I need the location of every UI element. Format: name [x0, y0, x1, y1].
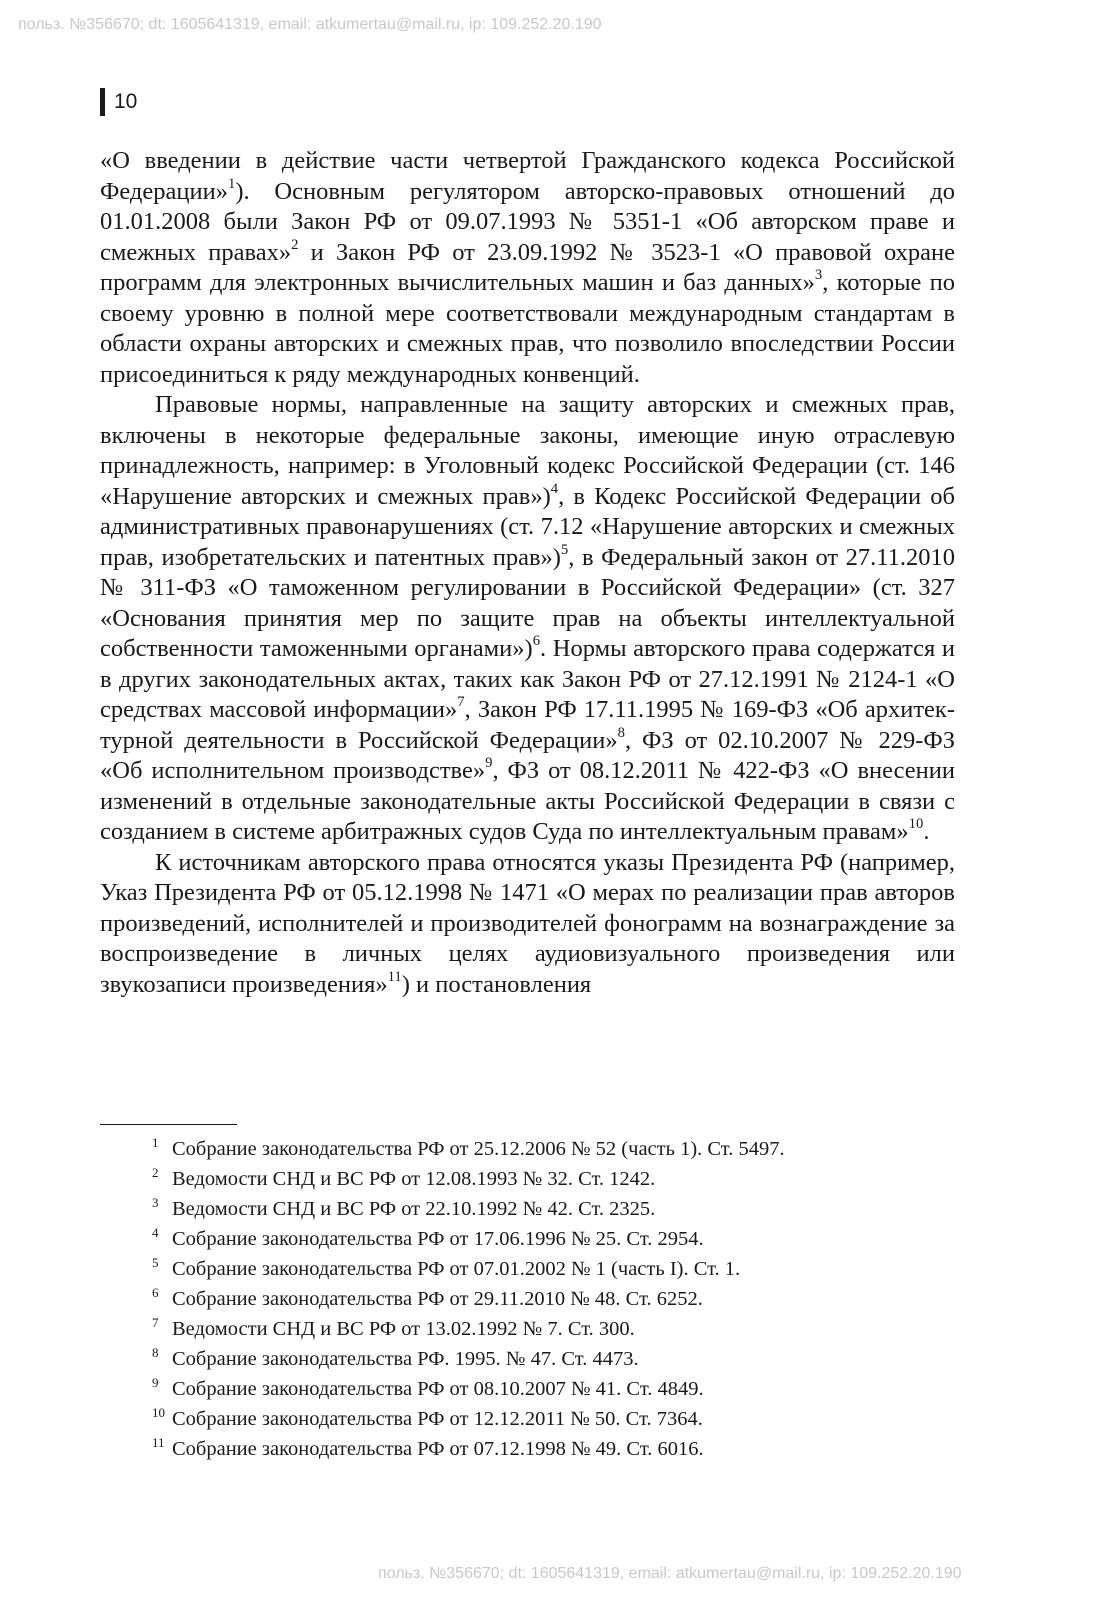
footnote-text: Собрание законодательства РФ от 12.12.2011 № 50. Ст. 7364. [172, 1408, 703, 1430]
footnote-ref[interactable]: 3 [814, 266, 823, 283]
footnote-item: 1 Собрание законодательства РФ от 25.12.2006 № 52 (часть 1). Ст. 5497. [152, 1135, 785, 1160]
footnote-item: 8 Собрание законодательства РФ. 1995. № 47. Ст. 4473. [152, 1345, 639, 1370]
footnote-separator [100, 1124, 237, 1125]
text-segment: , ФЗ от 08.12.2011 № 422-ФЗ «О внесении изменений в отдельные законодательные акты Российской Федерации в связи с созданием в системе арбитражных судов Суда по интеллектуальным правам» [100, 757, 955, 845]
page-number-label: 10 [114, 90, 138, 113]
footnote-item: 10 Собрание законодательства РФ от 12.12.2011 № 50. Ст. 7364. [152, 1405, 703, 1430]
footnote-ref[interactable]: 7 [457, 693, 465, 710]
watermark-bottom: польз. №356670; dt: 1605641319, email: atkumertau@mail.ru, ip: 109.252.20.190 [378, 1565, 962, 1582]
footnote-item: 6 Собрание законодательства РФ от 29.11.2010 № 48. Ст. 6252. [152, 1285, 703, 1310]
footnote-text: Собрание законодательства РФ. 1995. № 47. Ст. 4473. [172, 1348, 639, 1370]
text-segment: . Нормы авторского права содержатся и в других законодательных актах, таких как Закон РФ от 27.12.1991 № 2124-1 «О средствах массовой информации» [100, 635, 955, 723]
footnote-text: Ведомости СНД и ВС РФ от 13.02.1992 № 7. Ст. 300. [172, 1318, 635, 1340]
footnote-text: Ведомости СНД и ВС РФ от 22.10.1992 № 42. Ст. 2325. [172, 1198, 656, 1220]
paragraph [100, 146, 955, 390]
text-segment: ). Основным регулятором авторско-правовых отношений до 01.01.2008 были Закон РФ от 09.07.1993 № 5351-1 «Об авторском праве и смежных правах» [100, 177, 955, 266]
footnote-text: Ведомости СНД и ВС РФ от 12.08.1993 № 32. Ст. 1242. [172, 1168, 656, 1190]
text-segment: и Закон РФ от 23.09.1992 № 3523-1 «О правовой охране программ для электронных вычислительных машин и баз данных» [100, 238, 955, 296]
footnote-text: Собрание законодательства РФ от 29.11.2010 № 48. Ст. 6252. [172, 1288, 703, 1310]
footnote-text: Собрание законодательства РФ от 17.06.1996 № 25. Ст. 2954. [172, 1228, 704, 1250]
text-segment: ) и постановления [401, 970, 592, 998]
footnote-ref[interactable]: 2 [291, 236, 299, 253]
footnote-ref[interactable]: 8 [617, 724, 625, 741]
footnote-item: 4 Собрание законодательства РФ от 17.06.1996 № 25. Ст. 2954. [152, 1225, 704, 1250]
footnote-ref[interactable]: 11 [387, 968, 402, 985]
footnote-ref[interactable]: 1 [227, 175, 236, 192]
text-segment: , ФЗ от 02.10.2007 № 229-ФЗ «Об исполнительном производстве» [100, 726, 956, 784]
footnote-ref[interactable]: 6 [532, 632, 541, 649]
text-segment: , в Федеральный закон от 27.11.2010 № 311-ФЗ «О таможенном регулировании в Российской Федерации» (ст. 327 «Основания принятия мер по защите прав на объекты интеллектуальной собственности таможенными органами») [100, 543, 955, 662]
text-segment: К источникам авторского права относятся указы Президента РФ (например, Указ Президента РФ от 05.12.1998 № 1471 «О мерах по реализации прав авторов произведений, исполнителей и производителей фонограмм на вознаграждение за воспроизведение в личных целях аудиовизуального произведения или звукозаписи произведения» [100, 848, 955, 998]
page-number-bar [100, 88, 105, 116]
footnote-ref[interactable]: 4 [550, 480, 559, 497]
text-segment: , которые по своему уровню в полной мере соответствовали международным стандартам в области охраны авторских и смежных прав, что позволило впоследствии России присоединиться к ряду международных конвенций. [100, 269, 955, 388]
footnote-item: 11 Собрание законодательства РФ от 07.12.1998 № 49. Ст. 6016. [152, 1435, 704, 1460]
footnote-text: Собрание законодательства РФ от 07.12.1998 № 49. Ст. 6016. [172, 1438, 704, 1460]
footnote-item: 5 Собрание законодательства РФ от 07.01.2002 № 1 (часть I). Ст. 1. [152, 1255, 741, 1280]
text-segment: , в Кодекс Российской Федерации об административных правонарушениях (ст. 7.12 «Нарушение авторских и смежных прав, изобретательских и патентных прав») [100, 482, 955, 571]
text-segment: «О введении в действие части четвертой Гражданского кодекса Российской Федерации» [100, 147, 955, 205]
footnote-item: 2 Ведомости СНД и ВС РФ от 12.08.1993 № 32. Ст. 1242. [152, 1165, 656, 1190]
footnote-ref[interactable]: 10 [908, 815, 924, 832]
text-segment: Правовые нормы, направленные на защиту авторских и смежных прав, включены в некоторые федеральные законы, имеющие иную отраслевую принадлежность, например: в Уголовный кодекс Российской Федерации (ст. 146 «Нарушение авторских и смежных прав») [100, 391, 955, 510]
footnote-item: 9 Собрание законодательства РФ от 08.10.2007 № 41. Ст. 4849. [152, 1375, 704, 1400]
paragraph [100, 390, 955, 848]
footnote-ref[interactable]: 5 [560, 541, 569, 558]
footnote-text: Собрание законодательства РФ от 08.10.2007 № 41. Ст. 4849. [172, 1378, 704, 1400]
footnote-text: Собрание законодательства РФ от 25.12.2006 № 52 (часть 1). Ст. 5497. [172, 1138, 785, 1160]
text-segment: . [923, 818, 930, 845]
paragraph [100, 848, 955, 1001]
page-number [100, 88, 137, 116]
footnote-ref[interactable]: 9 [485, 754, 493, 771]
footnote-text: Собрание законодательства РФ от 07.01.2002 № 1 (часть I). Ст. 1. [172, 1258, 741, 1280]
footnote-item: 7 Ведомости СНД и ВС РФ от 13.02.1992 № 7. Ст. 300. [152, 1315, 635, 1340]
footnote-item: 3 Ведомости СНД и ВС РФ от 22.10.1992 № 42. Ст. 2325. [152, 1195, 656, 1220]
main-text [100, 146, 955, 1000]
watermark-top: польз. №356670; dt: 1605641319, email: atkumertau@mail.ru, ip: 109.252.20.190 [18, 16, 602, 33]
footnotes [152, 1134, 952, 1464]
text-segment: , Закон РФ 17.11.1995 № 169-ФЗ «Об архитектурной деятельности в Российской Федерации» [100, 696, 955, 754]
